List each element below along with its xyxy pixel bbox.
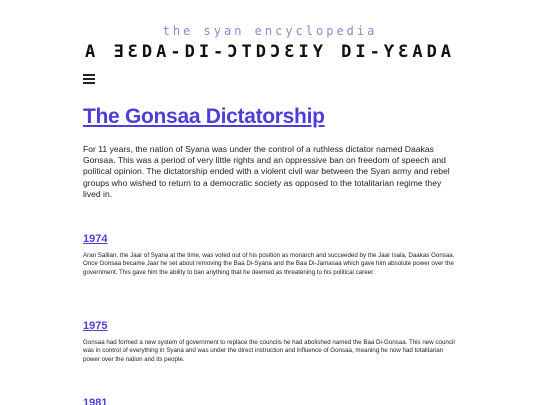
section-1974	[83, 232, 458, 277]
menu-bar	[83, 74, 95, 76]
section-text-1975: Gonsaa had formed a new system of government to replace the councils he had abolished named the Baa Di-Gonsaa. This new council was in control of everything in Syana and was under the direct instruction and influence of Gonsaa, meaning he now had totalitarian power over the nation and its people.	[83, 339, 455, 363]
article-intro: For 11 years, the nation of Syana was under the control of a ruthless dictator named Daakas Gonsaa. This was a period of very little rights and an oppressive ban on freedom of speech and political opinion. The dictatorship ended with a violent civil war between the Syan army and rebel groups who wished to return to a democratic society as opposed to the totalitarian regime they lived in.	[83, 144, 450, 199]
site-header	[0, 0, 540, 70]
section-heading-1975[interactable]: 1975	[83, 320, 108, 332]
section-text-1974: Aran Salilan, the Jaar of Syana at the time, was voted out of his position as monarch and succeeded by the Jaar Isala, Daakas Gonsaa. Once Gonsaa became Jaar he set about removing the Baa Di-Syana and the Baa Di-Jamasaa which gave him absolute power over the government. This gave him the ability to ban anything that he deemed as threatening to his political career.	[83, 252, 455, 276]
section-heading-1974[interactable]: 1974	[83, 233, 108, 245]
section-heading-1981[interactable]: 1981	[83, 397, 108, 405]
page-title[interactable]: The Gonsaa Dictatorship	[83, 105, 325, 128]
menu-bar	[83, 78, 95, 80]
menu-bar	[83, 82, 95, 84]
hamburger-menu-icon[interactable]	[83, 72, 97, 84]
article-content	[83, 104, 458, 405]
section-1975	[83, 319, 458, 364]
site-title[interactable]: A ƎƐDA-DI-ƆTDƆƐIY DI-ƳƐADA	[84, 42, 456, 62]
section-1981	[83, 396, 458, 405]
site-subtitle: the syan encyclopedia	[162, 24, 378, 38]
